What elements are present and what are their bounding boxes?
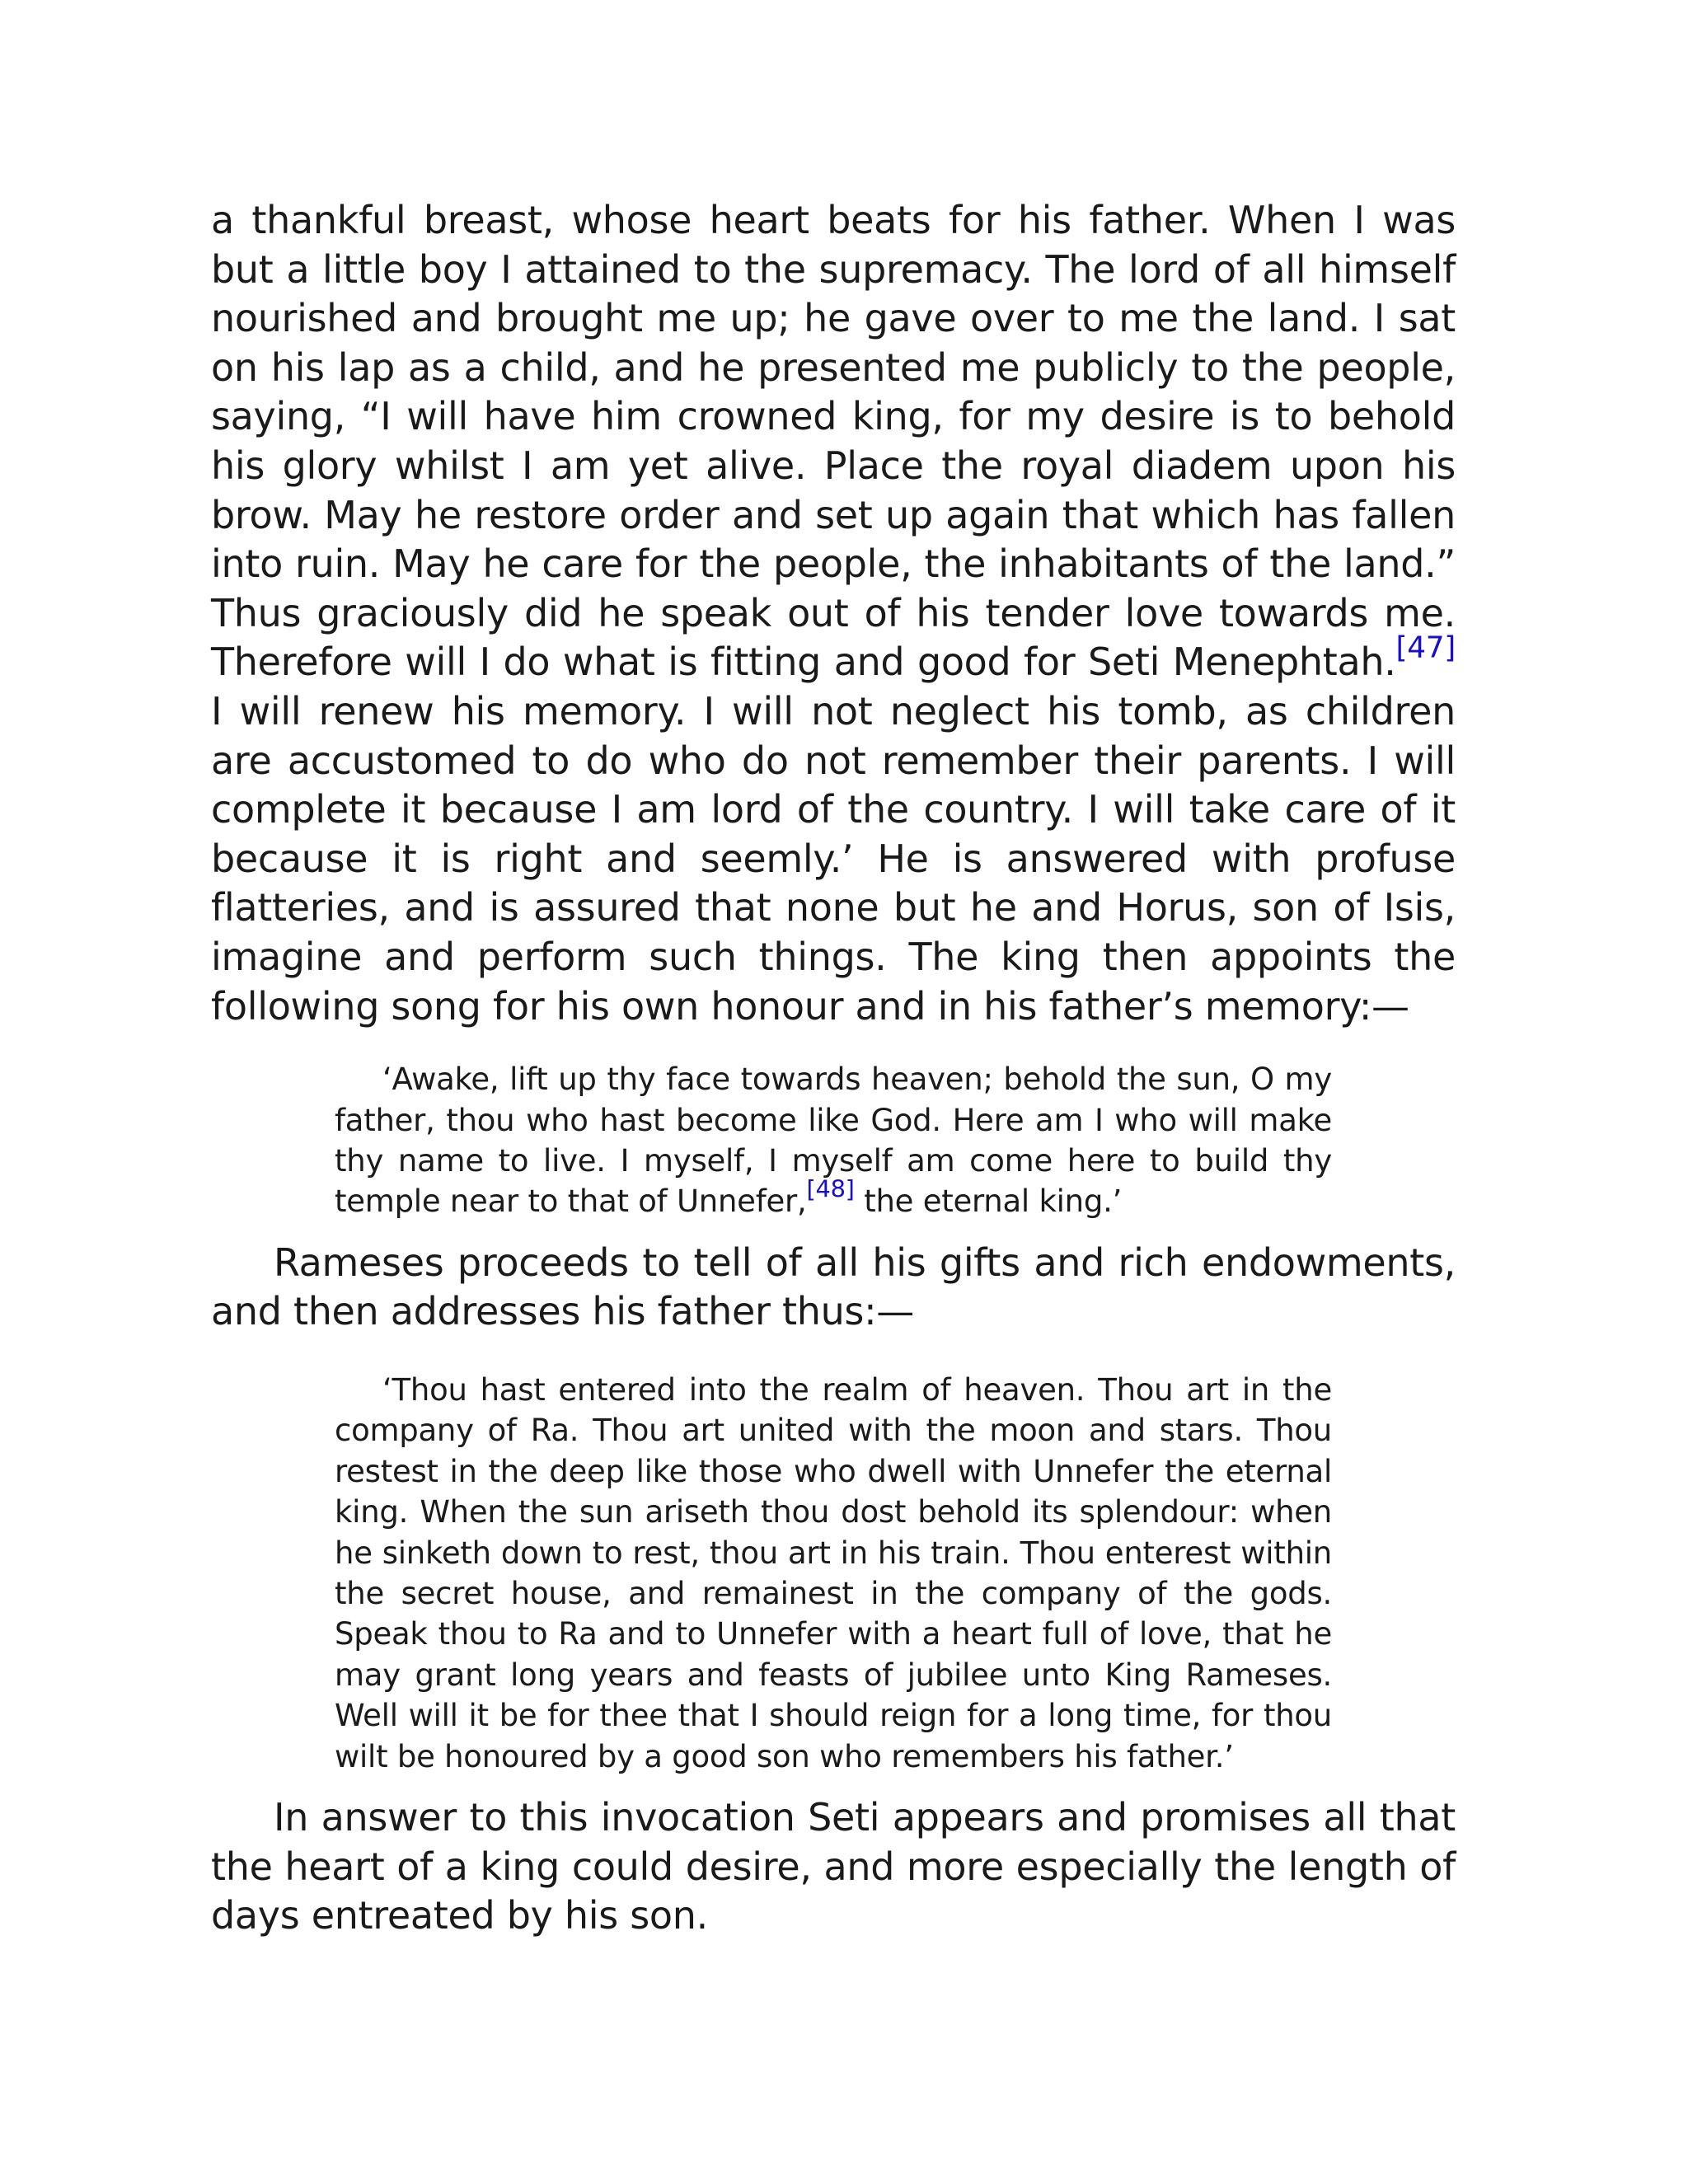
book-page [211, 196, 1456, 1941]
footnote-47-link[interactable]: [47] [1395, 630, 1456, 665]
paragraph-1-text-a: a thankful breast, whose heart beats for his father. When I was but a little boy I attained to the supremacy. The lord of all himself nourished and brought me up; he gave over to me the land. I sat on his lap as a child, and he presented me publicly to the people, saying, “I will have him crowned king, for my desire is to behold his glory whilst I am yet alive. Place the royal diadem upon his brow. May he restore order and set up again that which has fallen into ruin. May he care for the people, the inhabitants of the land.” Thus graciously did he speak out of his tender love towards me. Therefore will I do what is fitting and good for Seti Menephtah. [211, 198, 1456, 685]
paragraph-1-text-b: I will renew his memory. I will not neglect his tomb, as children are accustomed to do who do not remember their parents. I will complete it because I am lord of the country. I will take care of it because it is right and seemly.’ He is answered with profuse flatteries, and is assured that none but he and Horus, son of Isis, imagine and perform such things. The king then appoints the following song for his own honour and in his father’s memory:— [211, 688, 1456, 1029]
blockquote-1-text-b: the eternal king.’ [854, 1183, 1123, 1220]
paragraph-3-text: In answer to this invocation Seti appears and promises all that the heart of a king could desire, and more especially the length of days entreated by his son. [211, 1794, 1456, 1938]
footnote-48[interactable] [806, 1175, 854, 1203]
blockquote-1 [335, 1059, 1332, 1222]
paragraph-2 [211, 1239, 1456, 1337]
footnote-47[interactable] [1396, 631, 1456, 665]
blockquote-2 [335, 1370, 1332, 1777]
paragraph-2-text: Rameses proceeds to tell of all his gifts and rich endowments, and then addresses his father thus:— [211, 1240, 1456, 1334]
paragraph-1 [211, 196, 1456, 1031]
blockquote-1-text-a: ‘Awake, lift up thy face towards heaven; behold the sun, O my father, thou who hast become like God. Here am I who will make thy name to live. I myself, I myself am come here to build thy temple near to that of Unnefer, [335, 1062, 1332, 1220]
footnote-48-link[interactable]: [48] [806, 1175, 855, 1203]
paragraph-3 [211, 1793, 1456, 1941]
blockquote-2-text: ‘Thou hast entered into the realm of heaven. Thou art in the company of Ra. Thou art united with the moon and stars. Thou restest in the deep like those who dwell with Unnefer the eternal king. When the sun ariseth thou dost behold its splendour: when he sinketh down to rest, thou art in his train. Thou enterest within the secret house, and remainest in the company of the gods. Speak thou to Ra and to Unnefer with a heart full of love, that he may grant long years and feasts of jubilee unto King Rameses. Well will it be for thee that I should reign for a long time, for thou wilt be honoured by a good son who remembers his father.’ [335, 1371, 1332, 1774]
